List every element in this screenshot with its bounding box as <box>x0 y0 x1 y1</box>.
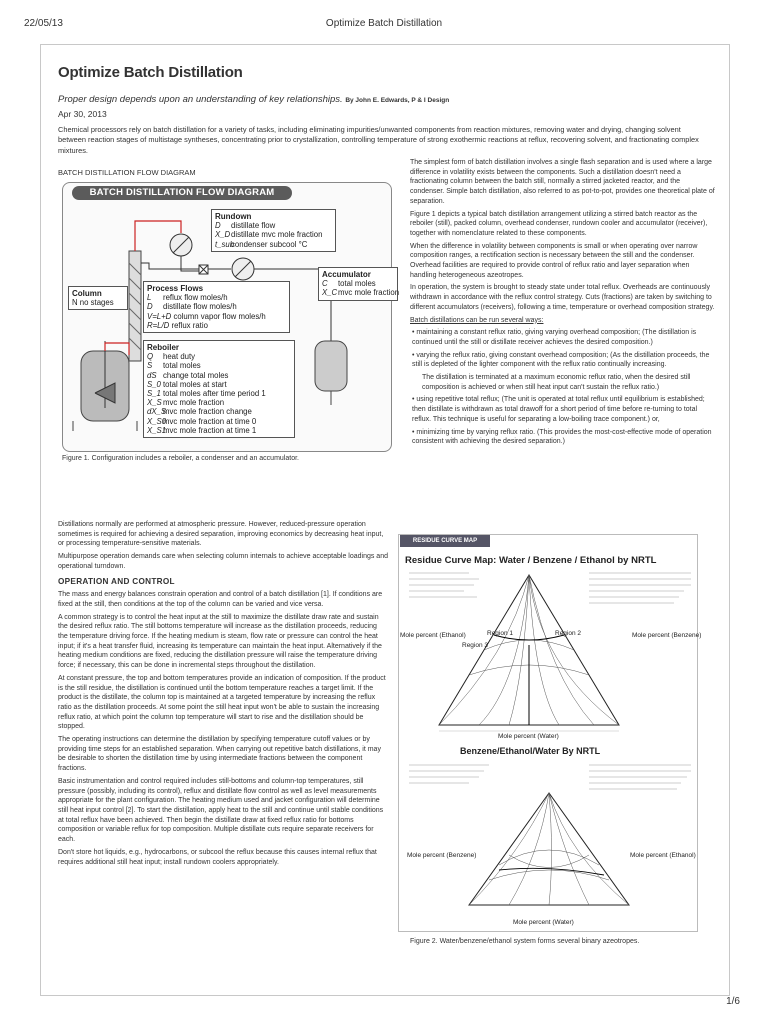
rundown-sym: D <box>215 221 221 231</box>
reboiler-sym: S_0 <box>147 379 161 389</box>
figure1-banner: BATCH DISTILLATION FLOW DIAGRAM <box>72 186 292 200</box>
figure2-caption: Figure 2. Water/benzene/ethanol system forms several binary azeotropes. <box>410 938 640 945</box>
section-heading: OPERATION AND CONTROL <box>58 576 175 586</box>
list-item: • maintaining a constant reflux ratio, giving varying overhead composition; (The distillation is continued until the still or distillate receiver achieves the desired composition.) <box>412 329 697 346</box>
list-item: • using repetitive total reflux; (The unit is operated at total reflux until equilibrium is established; then distillate is withdrawn as total drawoff for a short period of time before re-turning to total reflux. This technique is useful for separating a low-boiling trace component.) or, <box>412 396 705 423</box>
reboiler-text: mvc mole fraction <box>163 398 225 408</box>
axis-label-benzene-2: Mole percent (Benzene) <box>407 852 477 859</box>
axis-label-ethanol: Mole percent (Ethanol) <box>400 632 466 639</box>
axis-label-water: Mole percent (Water) <box>498 733 559 740</box>
article-subtitle <box>58 94 449 105</box>
reboiler-sym: X_S0 <box>147 416 167 426</box>
accumulator-text: mvc mole fraction <box>338 288 400 298</box>
paragraph: Don't store hot liquids, e.g., hydrocarbons, or subcool the reflux because this causes internal reflux that requires additional still heat input; install rundown coolers appropriately. <box>58 848 377 866</box>
print-header <box>0 0 768 36</box>
paragraph: The operating instructions can determine the distillation by specifying temperature cutoff values or by providing time steps for an established separation. When carrying out repetitive batch distillations, it may be desirable to shorten the distillation time by using intermediate fractions between the component fractions. <box>58 736 381 773</box>
reboiler-sym: X_S <box>147 398 162 408</box>
figure1-caption: Figure 1. Configuration includes a reboiler, a condenser and an accumulator. <box>62 455 299 462</box>
publish-date: Apr 30, 2013 <box>58 109 107 119</box>
paragraph: The mass and energy balances constrain operation and control of a batch distillation [1]. If conditions are fixed at the still, then conditions at the top of the column can be varied and vice versa. <box>58 591 383 608</box>
rundown-title: Rundown <box>215 212 252 221</box>
reboiler-row <box>147 426 291 435</box>
reboiler-row <box>147 389 291 398</box>
paragraph: At constant pressure, the top and bottom temperatures provide an indication of composition. If the product is the still residue, the distillation is continued until the bottom temperature reaches a target limit. If the product is the distillate, the column top is maintained at a targeted temperature by increasing the reflux ratio as the distillation proceeds. At some point the still heat input won't be able to sustain the increasing reflux ratio, at which point the column top temperature will start to rise and the distillation should be stopped. <box>58 674 386 731</box>
accumulator-row <box>322 288 400 298</box>
figure2-subtitle: Benzene/Ethanol/Water By NRTL <box>460 746 601 756</box>
figure2-banner: RESIDUE CURVE MAP <box>400 535 490 547</box>
axis-label-ethanol-2: Mole percent (Ethanol) <box>630 852 696 859</box>
reboiler-sym: X_S1 <box>147 425 167 435</box>
reboiler-text: change total moles <box>163 370 229 380</box>
process-text: distillate flow moles/h <box>163 302 237 312</box>
left-column-text <box>58 520 388 870</box>
process-sym: D <box>147 302 153 312</box>
accumulator-row <box>322 279 394 288</box>
rundown-row <box>215 240 332 249</box>
column-box <box>68 286 128 310</box>
list-item: • varying the reflux ratio, giving constant overhead composition; (As the distillation proceeds, the still is depleted of the lighter component with the reflux ratio continually increasing. <box>412 351 710 369</box>
rundown-row <box>215 221 332 230</box>
list-item-continuation: The distillation is terminated at a maximum economic reflux ratio, when the desired still composition is achieved or when still heat input can't sustain the reflux ratio.) <box>422 374 691 391</box>
reboiler-sym: S_1 <box>147 389 161 399</box>
process-row <box>147 293 286 302</box>
reboiler-title: Reboiler <box>147 343 180 352</box>
reboiler-text: total moles <box>163 361 201 371</box>
column-title: Column <box>72 289 102 298</box>
paragraph: Distillations normally are performed at atmospheric pressure. However, reduced-pressure operation sometimes is required for achieving a desired separation, improving economics by decreasing heat input, or processing temperature-sensitive materials. <box>58 521 384 548</box>
reboiler-row <box>147 407 291 416</box>
reboiler-row <box>147 352 291 361</box>
accumulator-title: Accumulator <box>322 270 371 279</box>
process-sym: L <box>147 293 152 303</box>
rundown-sym: t_sub <box>215 239 235 249</box>
reboiler-text: mvc mole fraction at time 0 <box>163 416 257 426</box>
figure1-heading: BATCH DISTILLATION FLOW DIAGRAM <box>58 168 196 177</box>
paragraph: Multipurpose operation demands care when selecting column internals to achieve acceptable loadings and operational turndown. <box>58 553 388 570</box>
process-row <box>147 321 286 330</box>
subtitle-text: Proper design depends upon an understanding of key relationships. <box>58 94 343 105</box>
reboiler-row <box>147 371 291 380</box>
accumulator-sym: C <box>322 279 328 289</box>
reboiler-row <box>147 380 291 389</box>
accumulator-text: total moles <box>338 279 376 289</box>
accumulator-box <box>318 267 398 301</box>
reboiler-sym: dX_S <box>147 407 167 417</box>
reboiler-row <box>147 417 291 426</box>
paragraph: Basic instrumentation and control required includes still-bottoms and column-top temperatures, still pressure (possibly, including its control), reflux and distillate flow control as well as level measurements appropriate for the plant configuration. The heating medium used and jacket configuration will determine still heat input control [2]. To start the distillation, apply heat to the still and continue until stable conditions at total reflux have been achieved. Then begin the distillate draw at fixed reflux ratio for bottoms composition or variable reflux for top composition. Multiple distillate cuts require separate receivers for each. <box>58 777 384 844</box>
rundown-sym: X_D <box>215 230 231 240</box>
process-flows-title: Process Flows <box>147 284 204 293</box>
rundown-row <box>215 230 332 239</box>
reboiler-row <box>147 398 291 407</box>
paragraph: In operation, the system is brought to steady state under total reflux. Overheads are continuously withdrawn in accordance with the reflux control strategy. Cuts (fractions) are taken by switching to different accumulators (receivers), following a time, temperature or overhead composition strategy. <box>410 284 715 311</box>
paragraph: Figure 1 depicts a typical batch distillation arrangement utilizing a stirred batch reactor as the reboiler (still), packed column, overhead condenser, rundown cooler and accumulator (receiver), together with nomenclature related to these components. <box>410 210 708 237</box>
reboiler-sym: S <box>147 361 153 371</box>
rundown-text: condenser subcool °C <box>231 239 308 249</box>
process-sym: R=L/D <box>147 320 170 330</box>
axis-label-water-2: Mole percent (Water) <box>513 919 574 926</box>
ways-heading: Batch distillations can be run several ways: <box>410 316 544 324</box>
paragraph: The simplest form of batch distillation involves a single flash separation and is used where a large difference in volatility exists between the components. Such a distillation doesn't need a fractionating column between the batch still, normally a stirred jacketed reactor, and the condenser. Simple batch distillation, also referred to as pot-to-pot, provides one theoretical plate of separation. <box>410 159 715 205</box>
region-label: Region 3 <box>462 642 489 649</box>
process-sym: V=L+D <box>147 311 172 321</box>
list-item: • minimizing time by varying reflux ratio. (This provides the most-cost-effective mode of operation consistent with achieving the desired separation.) <box>412 428 712 446</box>
reboiler-text: heat duty <box>163 352 196 362</box>
reboiler-text: total moles at start <box>163 379 227 389</box>
byline: By John E. Edwards, P & I Design <box>345 97 450 104</box>
right-column-text <box>410 158 715 450</box>
print-date: 22/05/13 <box>24 18 63 29</box>
accumulator-sym: X_C <box>322 288 338 298</box>
process-row <box>147 302 286 311</box>
reboiler-text: mvc mole fraction at time 1 <box>163 425 257 435</box>
region-label: Region 1 <box>487 630 514 637</box>
process-text: reflux ratio <box>171 320 208 330</box>
process-row <box>147 312 286 321</box>
reboiler-box <box>143 340 295 438</box>
reboiler-text: total moles after time period 1 <box>163 389 266 399</box>
rundown-text: distillate flow <box>231 221 276 231</box>
paragraph: When the difference in volatility between components is small or when operating over narrow composition ranges, a rectification section is necessary between the still and the condenser. Overhead facilities are required to provide control of reflux ratio and layer separation when handling heterogeneous azeotropes. <box>410 242 698 279</box>
intro-paragraph: Chemical processors rely on batch distillation for a variety of tasks, including eliminating impurities/unwanted components from reaction mixtures, removing water and drying, changing solvent between reaction stages of multistage syntheses, concentrating prior to crystallization, controlling temperature of strong exothermic reactions at reflux, recovering solvent, and fractionating complex mixtures. <box>58 125 699 155</box>
axis-label-benzene: Mole percent (Benzene) <box>632 632 702 639</box>
process-flows-box <box>143 281 290 333</box>
rundown-box <box>211 209 336 252</box>
paragraph: A common strategy is to control the heat input at the still to maximize the distillate draw rate and sustain the desired reflux ratio. The still bottoms temperature will increase as the distillation proceeds, reducing the temperature driving force. If the heating medium is steam, flow rate or pressure can control the heat input; if it's a heat transfer fluid, increasing its temperature can maintain the heat input. Alternatively if the heating medium conditions are fixed, reducing the distillation pressure will raise the temperature driving force; if necessary, this can be done in incremental steps throughout the distillation. <box>58 613 382 670</box>
article-title: Optimize Batch Distillation <box>58 64 243 81</box>
reboiler-sym: dS <box>147 370 157 380</box>
region-label: Region 2 <box>555 630 582 637</box>
methods-list <box>410 328 715 447</box>
process-text: reflux flow moles/h <box>163 293 228 303</box>
process-text: column vapor flow moles/h <box>173 311 266 321</box>
reboiler-sym: Q <box>147 352 154 362</box>
accumulator-vessel <box>315 341 347 391</box>
column-text: N no stages <box>72 298 114 308</box>
reboiler-row <box>147 361 291 370</box>
reboiler-text: mvc mole fraction change <box>163 407 252 417</box>
figure2-title: Residue Curve Map: Water / Benzene / Ethanol by NRTL <box>405 555 657 566</box>
rundown-text: distillate mvc mole fraction <box>231 230 323 240</box>
page-number: 1/6 <box>726 996 740 1007</box>
print-title: Optimize Batch Distillation <box>325 18 443 29</box>
